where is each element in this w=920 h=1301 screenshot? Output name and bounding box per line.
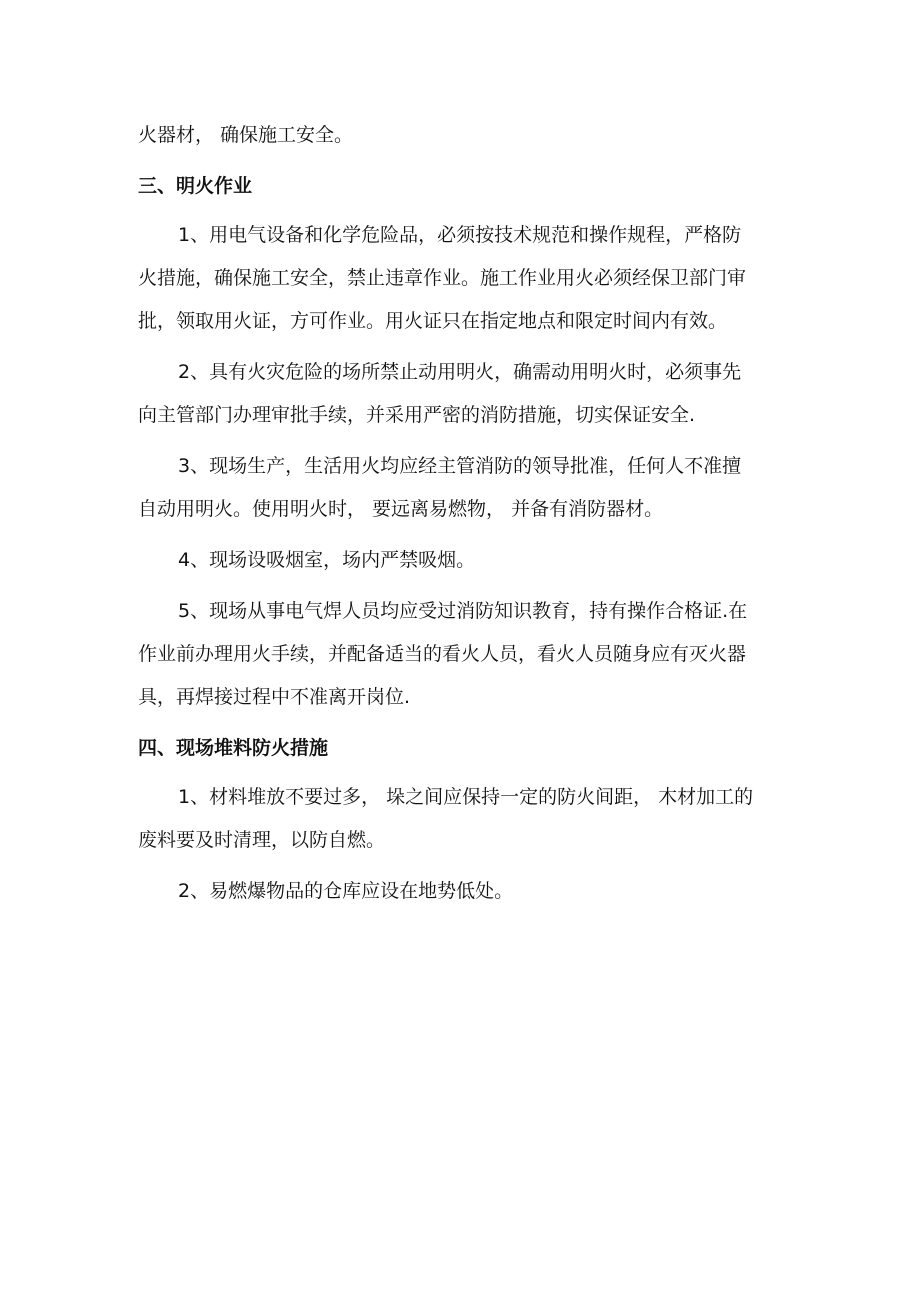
section3-item-2 xyxy=(138,351,798,437)
section3-item-4 xyxy=(138,539,798,582)
text-line: 2、具有火灾危险的场所禁止动用明火，确需动用明火时，必须事先 xyxy=(178,361,742,383)
section3-item-1 xyxy=(138,214,798,343)
section-heading-4: 四、现场堆料防火措施 xyxy=(138,737,329,759)
text-line: 3、现场生产，生活用火均应经主管消防的领导批准，任何人不准擅 xyxy=(178,455,742,477)
text-line: 1、材料堆放不要过多， 垛之间应保持一定的防火间距， 木材加工的 xyxy=(178,786,754,808)
text-line: 4、现场设吸烟室，场内严禁吸烟。 xyxy=(178,549,476,571)
document-body xyxy=(138,114,798,913)
section-heading-3: 三、明火作业 xyxy=(138,175,253,197)
section3-item-3 xyxy=(138,445,798,531)
text-line: 1、用电气设备和化学危险品，必须按技术规范和操作规程，严格防 xyxy=(178,224,742,246)
text-line: 自动用明火。使用明火时， 要远离易燃物， 并备有消防器材。 xyxy=(138,498,664,520)
section3-item-5 xyxy=(138,590,798,719)
text-line: 火器材， 确保施工安全。 xyxy=(138,124,354,146)
text-line: 作业前办理用火手续，并配备适当的看火人员，看火人员随身应有灭火器 xyxy=(138,643,747,665)
text-line: 废料要及时清理，以防自燃。 xyxy=(138,829,386,851)
section4-item-2 xyxy=(138,870,798,913)
text-line: 5、现场从事电气焊人员均应受过消防知识教育，持有操作合格证.在 xyxy=(178,600,748,622)
text-line: 2、易燃爆物品的仓库应设在地势低处。 xyxy=(178,880,514,902)
continuation-paragraph xyxy=(138,114,798,157)
text-line: 批，领取用火证，方可作业。用火证只在指定地点和限定时间内有效。 xyxy=(138,310,728,332)
text-line: 向主管部门办理审批手续，并采用严密的消防措施，切实保证安全. xyxy=(138,404,696,426)
section4-item-1 xyxy=(138,776,798,862)
text-line: 具，再焊接过程中不准离开岗位. xyxy=(138,686,411,708)
text-line: 火措施，确保施工安全，禁止违章作业。施工作业用火必须经保卫部门审 xyxy=(138,267,747,289)
